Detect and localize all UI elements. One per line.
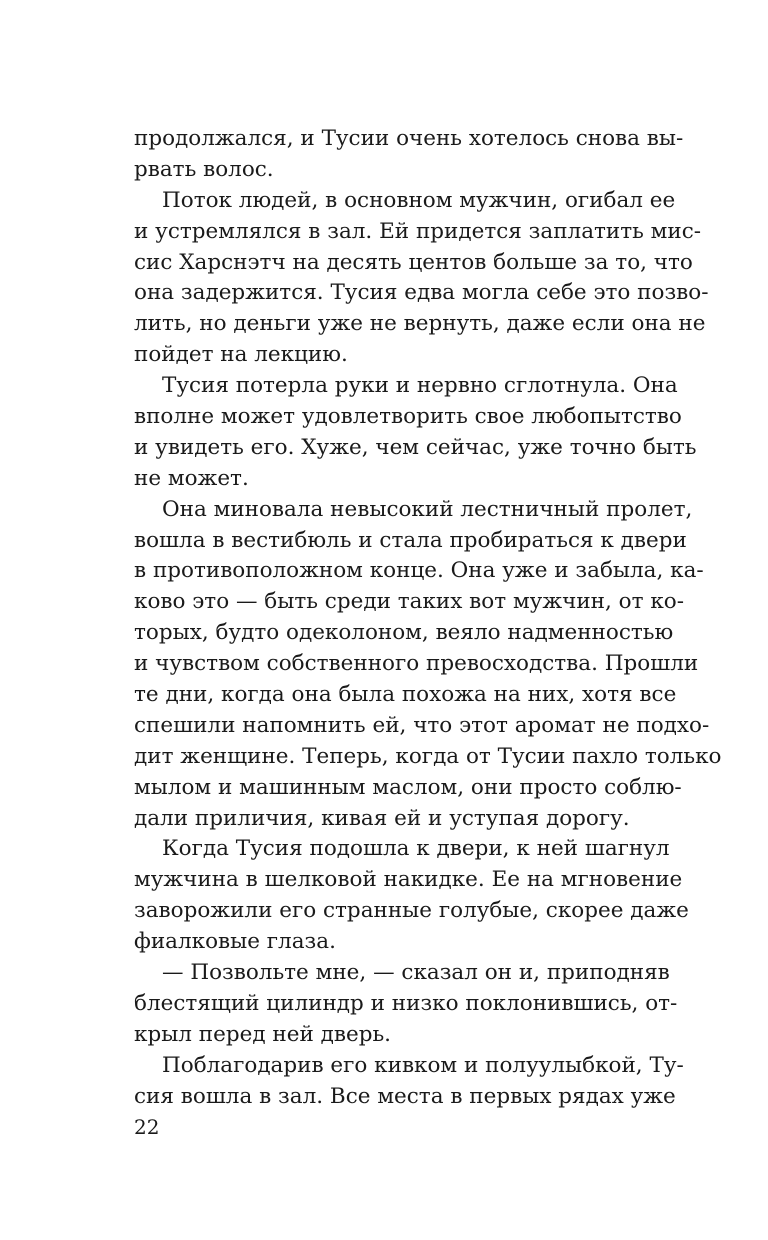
page-number: 22 [134, 1115, 160, 1139]
text-line: Поблагодарив его кивком и полуулыбкой, Ту- [162, 1052, 684, 1078]
text-line: продолжался, и Тусии очень хотелось снова вы- [134, 126, 684, 151]
text-line: Тусия потерла руки и нервно сглотнула. Она [162, 373, 678, 399]
body-text [134, 124, 722, 1113]
text-line: в противоположном конце. Она уже и забыла, ка- [134, 558, 704, 584]
text-line: лить, но деньги уже не вернуть, даже если она не [134, 311, 706, 337]
paragraph [134, 958, 678, 1051]
text-line: Когда Тусия подошла к двери, к ней шагнул [162, 836, 670, 862]
text-line: она задержится. Тусия едва могла себе это позво- [134, 280, 709, 306]
text-line: те дни, когда она была похожа на них, хотя все [134, 682, 677, 708]
text-line: не может. [134, 465, 249, 491]
text-line: дали приличия, кивая ей и уступая дорогу. [134, 805, 630, 831]
text-line: мылом и машинным маслом, они просто соблю- [134, 774, 682, 800]
text-line: мужчина в шелковой накидке. Ее на мгновение [134, 867, 683, 893]
text-line: рвать волос. [134, 156, 274, 182]
text-line: Она миновала невысокий лестничный пролет, [162, 496, 693, 522]
text-line: заворожили его странные голубые, скорее даже [134, 898, 689, 924]
text-line: пойдет на лекцию. [134, 342, 348, 368]
text-line: блестящий цилиндр и низко поклонившись, от- [134, 990, 678, 1016]
text-line: ково это — быть среди таких вот мужчин, от ко- [134, 589, 684, 615]
text-line: Поток людей, в основном мужчин, огибал ее [162, 187, 676, 213]
paragraph [134, 371, 697, 495]
text-line: вошла в вестибюль и стала пробираться к двери [134, 527, 687, 553]
paragraph [134, 1051, 684, 1113]
text-line: фиалковые глаза. [134, 929, 336, 955]
text-line: сия вошла в зал. Все места в первых рядах уже [134, 1083, 676, 1109]
paragraph [134, 834, 689, 958]
text-line: и устремлялся в зал. Ей придется заплатить мис- [134, 218, 702, 244]
text-line: торых, будто одеколоном, веяло надменностью [134, 620, 674, 646]
text-line: и увидеть его. Хуже, чем сейчас, уже точно быть [134, 434, 697, 460]
text-line: и чувством собственного превосходства. Прошли [134, 651, 699, 677]
text-line: крыл перед ней дверь. [134, 1021, 392, 1047]
paragraph [134, 186, 709, 371]
text-line: вполне может удовлетворить свое любопытство [134, 404, 682, 430]
text-line: сис Харснэтч на десять центов больше за то, что [134, 249, 693, 275]
text-line: спешили напомнить ей, что этот аромат не подхо- [134, 712, 710, 738]
paragraph [134, 495, 722, 835]
text-line: — Позвольте мне, — сказал он и, приподняв [162, 960, 670, 986]
text-line: дит женщине. Теперь, когда от Тусии пахло только [134, 743, 722, 769]
paragraph [134, 124, 684, 186]
